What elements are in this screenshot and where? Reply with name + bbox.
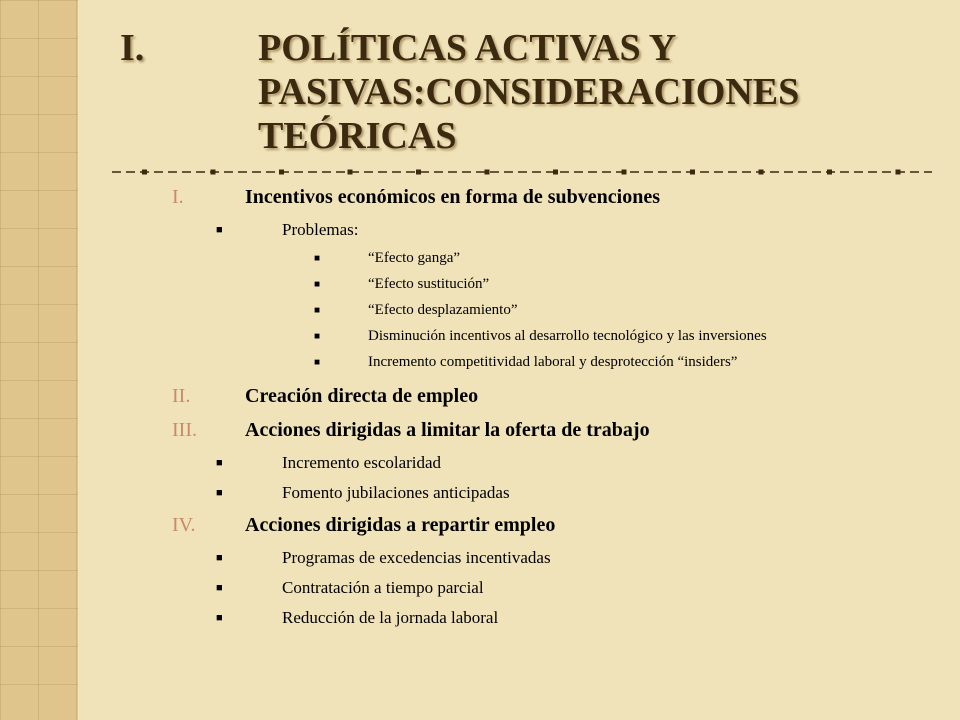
section-heading: Acciones dirigidas a repartir empleo [245,514,556,536]
square-bullet-icon: ■ [216,582,223,594]
item-text: Problemas: [282,220,359,239]
square-bullet-icon: ■ [314,357,321,368]
square-bullet-icon: ■ [216,552,223,564]
section-numeral: II. [172,385,191,407]
item-text: Programas de excedencias incentivadas [282,548,551,567]
section-numeral: III. [172,419,197,441]
square-bullet-icon: ■ [314,305,321,316]
square-bullet-icon: ■ [314,253,321,264]
square-bullet-icon: ■ [314,331,321,342]
subitem-text: “Efecto ganga” [368,250,461,266]
title-number: I. [120,27,145,69]
title-line-1: POLÍTICAS ACTIVAS Y [258,27,677,69]
square-bullet-icon: ■ [216,612,223,624]
square-bullet-icon: ■ [216,457,223,469]
subitem-text: “Efecto desplazamiento” [368,302,518,318]
subitem-text: “Efecto sustitución” [368,276,490,292]
section-heading: Incentivos económicos en forma de subvenciones [245,186,660,208]
section-numeral: I. [172,186,184,208]
square-bullet-icon: ■ [314,279,321,290]
item-text: Reducción de la jornada laboral [282,608,499,627]
section-numeral: IV. [172,514,196,536]
item-text: Fomento jubilaciones anticipadas [282,483,510,502]
subitem-text: Incremento competitividad laboral y desprotección “insiders” [368,354,738,370]
item-text: Incremento escolaridad [282,453,442,472]
square-bullet-icon: ■ [216,224,223,236]
section-heading: Acciones dirigidas a limitar la oferta de trabajo [245,419,650,441]
subitem-text: Disminución incentivos al desarrollo tecnológico y las inversiones [368,328,767,344]
title-line-2: PASIVAS:CONSIDERACIONES [258,71,800,113]
section-heading: Creación directa de empleo [245,385,479,407]
square-bullet-icon: ■ [216,487,223,499]
item-text: Contratación a tiempo parcial [282,578,484,597]
title-line-3: TEÓRICAS [258,115,457,157]
